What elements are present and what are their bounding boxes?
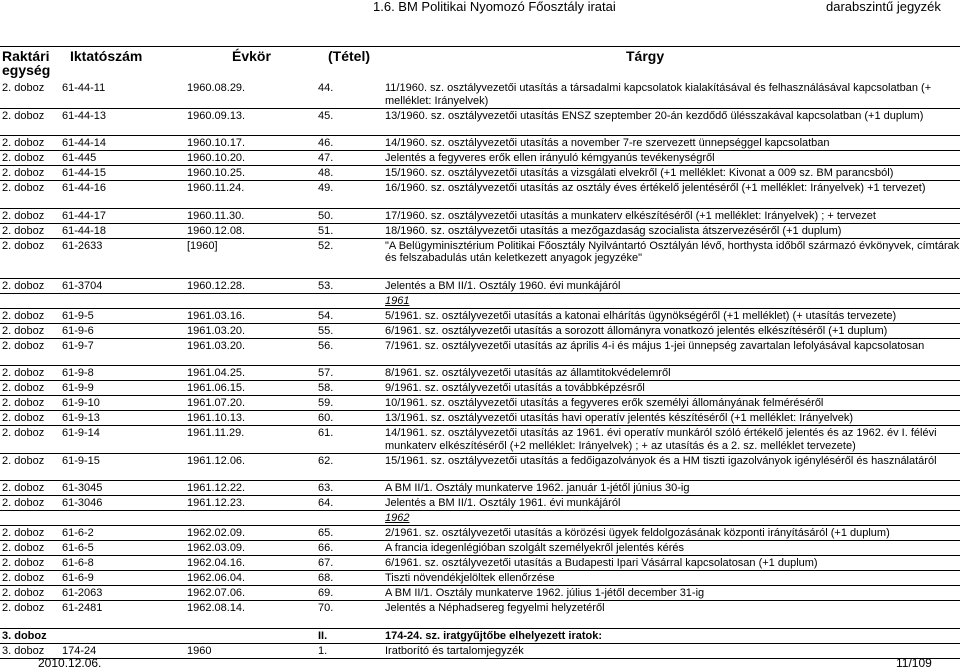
year-cell: 1962.08.14. <box>187 602 246 614</box>
item-cell: 48. <box>318 167 334 179</box>
item-cell: 60. <box>318 412 334 424</box>
subject-cell: 13/1960. sz. osztályvezetői utasítás ENSZ szeptember 20-án kezdődő ülésszakával kapcsolatban (+1 duplum) <box>385 109 924 122</box>
unit-cell: 2. doboz <box>2 82 45 94</box>
column-header-item: (Tétel) <box>328 48 370 64</box>
year-cell: 1962.03.09. <box>187 542 246 554</box>
column-header-reg: Iktatószám <box>70 48 143 64</box>
subject-cell: 1962 <box>385 512 410 524</box>
item-cell: 63. <box>318 482 334 494</box>
subject-cell: Iratborító és tartalomjegyzék <box>385 644 524 657</box>
item-cell: 55. <box>318 324 334 337</box>
year-cell: 1960.10.20. <box>187 152 246 164</box>
table-row <box>0 294 960 309</box>
item-cell: 67. <box>318 557 334 569</box>
footer-page-number: 11/109 <box>896 656 932 670</box>
table-row <box>0 81 960 109</box>
item-cell: 68. <box>318 572 334 584</box>
reg-cell: 61-44-11 <box>62 82 106 94</box>
year-cell: 1960 <box>187 644 212 657</box>
reg-cell: 61-6-9 <box>62 572 94 584</box>
unit-cell: 2. doboz <box>2 454 45 467</box>
reg-cell: 61-3704 <box>62 279 103 292</box>
year-cell: 1961.12.23. <box>187 497 246 509</box>
year-cell: 1961.06.15. <box>187 382 246 394</box>
item-cell: 44. <box>318 82 334 94</box>
table-row <box>0 571 960 586</box>
unit-cell: 2. doboz <box>2 367 45 379</box>
reg-cell: 61-9-8 <box>62 367 94 379</box>
unit-cell: 2. doboz <box>2 137 45 149</box>
reg-cell: 61-6-5 <box>62 542 94 554</box>
year-cell: 1960.10.17. <box>187 137 246 149</box>
item-cell: 61. <box>318 427 334 439</box>
reg-cell: 61-2633 <box>62 239 103 252</box>
table-row <box>0 181 960 209</box>
item-cell: 66. <box>318 542 334 554</box>
unit-cell: 2. doboz <box>2 572 45 584</box>
item-cell: 64. <box>318 497 334 509</box>
subject-cell: 8/1961. sz. osztályvezetői utasítás az államtitokvédelemről <box>385 367 671 379</box>
table-row <box>0 366 960 381</box>
table-row <box>0 629 960 644</box>
subject-cell: 14/1961. sz. osztályvezetői utasítás az 1961. évi operatív munkáról szóló értékelő jelentés és az 1962. év I. félévi munkaterv elkészítéséről (+2 melléklet: Irányelvek) ; + az utasítás és a 2. sz. melléklet tervezete) <box>385 427 937 452</box>
document-title: 1.6. BM Politikai Nyomozó Főosztály iratai <box>373 0 616 14</box>
unit-cell: 2. doboz <box>2 152 45 164</box>
unit-cell: 2. doboz <box>2 602 45 614</box>
unit-cell: 2. doboz <box>2 397 45 409</box>
unit-cell: 2. doboz <box>2 382 45 394</box>
reg-cell: 61-9-13 <box>62 412 100 424</box>
item-cell: 1. <box>318 644 328 657</box>
unit-cell: 2. doboz <box>2 587 45 599</box>
reg-cell: 61-9-7 <box>62 339 94 352</box>
table-row <box>0 309 960 324</box>
table-row <box>0 511 960 526</box>
subject-cell: 13/1961. sz. osztályvezetői utasítás havi operatív jelentés készítéséről (+1 melléklet: Irányelvek) <box>385 412 854 424</box>
year-cell: 1961.12.06. <box>187 454 246 467</box>
unit-cell: 2. doboz <box>2 427 45 439</box>
year-cell: 1961.07.20. <box>187 397 246 409</box>
table-row <box>0 324 960 339</box>
year-cell: 1962.07.06. <box>187 587 246 599</box>
unit-cell: 3. doboz <box>2 629 47 642</box>
subject-cell: Jelentés a BM II/1. Osztály 1960. évi munkájáról <box>385 279 621 292</box>
unit-cell: 2. doboz <box>2 309 45 322</box>
item-cell: 65. <box>318 527 334 539</box>
unit-cell: 2. doboz <box>2 482 45 494</box>
item-cell: 58. <box>318 382 334 394</box>
records-table <box>0 81 960 659</box>
item-cell: 57. <box>318 367 334 379</box>
subject-cell: 17/1960. sz. osztályvezetői utasítás a munkaterv elkészítéséről (+1 melléklet: Irányelvek) ; + tervezet <box>385 209 876 222</box>
unit-cell: 2. doboz <box>2 527 45 539</box>
subject-cell: 15/1961. sz. osztályvezetői utasítás a fedőigazolványok és a HM tiszti igazolványok igényléséről és használatáról <box>385 454 937 467</box>
reg-cell: 61-2481 <box>62 602 103 614</box>
table-row <box>0 496 960 511</box>
reg-cell: 61-44-15 <box>62 167 107 179</box>
table-row <box>0 541 960 556</box>
reg-cell: 61-44-13 <box>62 109 107 122</box>
item-cell: 70. <box>318 602 334 614</box>
year-cell: 1960.12.08. <box>187 224 246 237</box>
unit-cell: 2. doboz <box>2 109 45 122</box>
reg-cell: 61-9-10 <box>62 397 100 409</box>
reg-cell: 61-9-5 <box>62 309 94 322</box>
year-cell: 1961.10.13. <box>187 412 246 424</box>
item-cell: 47. <box>318 152 334 164</box>
table-row <box>0 381 960 396</box>
unit-cell: 2. doboz <box>2 339 45 352</box>
subject-cell: Jelentés a Néphadsereg fegyelmi helyzetéről <box>385 602 605 614</box>
unit-cell: 2. doboz <box>2 224 45 237</box>
year-cell: 1961.03.20. <box>187 339 246 352</box>
year-cell: 1962.06.04. <box>187 572 246 584</box>
subject-cell: 5/1961. sz. osztályvezetői utasítás a katonai elhárítás ügynökségéről (+1 melléklet) (+ utasítás tervezete) <box>385 309 897 322</box>
subject-cell: 18/1960. sz. osztályvezetői utasítás a mezőgazdaság szocialista átszervezéséről (+1 duplum) <box>385 224 842 237</box>
item-cell: 52. <box>318 239 334 252</box>
table-row <box>0 556 960 571</box>
column-header-subject: Tárgy <box>626 48 665 64</box>
year-cell: 1960.11.24. <box>187 182 245 194</box>
reg-cell: 61-3046 <box>62 497 103 509</box>
year-cell: 1962.02.09. <box>187 527 246 539</box>
column-header-row <box>0 46 960 81</box>
table-row <box>0 586 960 601</box>
unit-cell: 2. doboz <box>2 557 45 569</box>
reg-cell: 61-6-2 <box>62 527 94 539</box>
table-row <box>0 136 960 151</box>
subject-cell: A BM II/1. Osztály munkaterve 1962. július 1-jétől december 31-ig <box>385 587 705 599</box>
unit-cell: 2. doboz <box>2 412 45 424</box>
table-row <box>0 644 960 659</box>
item-cell: 45. <box>318 109 334 122</box>
unit-cell: 3. doboz <box>2 644 45 657</box>
year-cell: 1961.03.20. <box>187 324 246 337</box>
subject-cell: 16/1960. sz. osztályvezetői utasítás az osztály éves értékelő jelentéséről (+1 melléklet: Irányelvek) +1 tervezet) <box>385 182 926 194</box>
item-cell: II. <box>318 629 328 642</box>
table-row <box>0 481 960 496</box>
subject-cell: 6/1961. sz. osztályvezetői utasítás a Budapesti Ipari Vásárral kapcsolatosan (+1 duplum) <box>385 557 818 569</box>
reg-cell: 61-9-9 <box>62 382 94 394</box>
subject-cell: Jelentés a BM II/1. Osztály 1961. évi munkájáról <box>385 497 621 509</box>
footer-date: 2010.12.06. <box>38 656 102 670</box>
reg-cell: 174-24 <box>62 644 97 657</box>
unit-cell: 2. doboz <box>2 279 45 292</box>
item-cell: 51. <box>318 224 334 237</box>
subject-cell: Tiszti növendékjelöltek ellenőrzése <box>385 572 555 584</box>
year-cell: 1961.03.16. <box>187 309 246 322</box>
subject-cell: 9/1961. sz. osztályvezetői utasítás a továbbképzésről <box>385 382 645 394</box>
subject-cell: 14/1960. sz. osztályvezetői utasítás a november 7-re szervezett ünnepséggel kapcsolatban <box>385 137 830 149</box>
year-cell: 1961.04.25. <box>187 367 246 379</box>
table-row <box>0 279 960 294</box>
subject-cell: 6/1961. sz. osztályvezetői utasítás a sorozott állományra vonatkozó jelentés elkészítéséről (+1 duplum) <box>385 324 888 337</box>
year-cell: 1961.12.22. <box>187 482 246 494</box>
subject-cell: 174-24. sz. iratgyűjtőbe elhelyezett iratok: <box>385 629 603 642</box>
reg-cell: 61-9-14 <box>62 427 100 439</box>
column-header-unit: Raktári egység <box>2 48 51 78</box>
reg-cell: 61-9-6 <box>62 324 94 337</box>
item-cell: 50. <box>318 209 334 222</box>
table-row <box>0 601 960 629</box>
table-row <box>0 239 960 279</box>
reg-cell: 61-9-15 <box>62 454 100 467</box>
table-row <box>0 339 960 367</box>
table-row <box>0 151 960 166</box>
column-header-year: Évkör <box>232 48 271 64</box>
table-row <box>0 209 960 224</box>
reg-cell: 61-44-17 <box>62 209 107 222</box>
reg-cell: 61-2063 <box>62 587 103 599</box>
unit-cell: 2. doboz <box>2 324 45 337</box>
year-cell: 1961.11.29. <box>187 427 245 439</box>
reg-cell: 61-44-14 <box>62 137 107 149</box>
subject-cell: 10/1961. sz. osztályvezetői utasítás a fegyveres erők személyi állományának felméréséről <box>385 397 824 409</box>
year-cell: 1962.04.16. <box>187 557 246 569</box>
reg-cell: 61-44-18 <box>62 224 107 237</box>
reg-cell: 61-6-8 <box>62 557 94 569</box>
item-cell: 69. <box>318 587 334 599</box>
item-cell: 49. <box>318 182 334 194</box>
unit-cell: 2. doboz <box>2 497 45 509</box>
table-row <box>0 224 960 239</box>
subject-cell: "A Belügyminisztérium Politikai Főosztály Nyilvántartó Osztályán lévő, horthysta időből származó évkönyvek, címtárak és felszabadulás után keletkezett anyagok jegyzéke" <box>385 239 960 264</box>
item-cell: 56. <box>318 339 334 352</box>
item-cell: 53. <box>318 279 334 292</box>
subject-cell: A BM II/1. Osztály munkaterve 1962. január 1-jétől június 30-ig <box>385 482 690 494</box>
year-cell: 1960.08.29. <box>187 82 246 94</box>
item-cell: 62. <box>318 454 334 467</box>
table-row <box>0 426 960 454</box>
reg-cell: 61-44-16 <box>62 182 107 194</box>
subject-cell: Jelentés a fegyveres erők ellen irányuló kémgyanús tevékenységről <box>385 152 715 164</box>
table-row <box>0 411 960 426</box>
unit-cell: 2. doboz <box>2 209 45 222</box>
document-subtitle: darabszintű jegyzék <box>826 0 941 14</box>
subject-cell: A francia idegenlégióban szolgált személyekről jelentés kérés <box>385 542 685 554</box>
year-cell: 1960.09.13. <box>187 109 246 122</box>
table-row <box>0 454 960 482</box>
year-cell: [1960] <box>187 239 218 252</box>
unit-cell: 2. doboz <box>2 239 45 252</box>
subject-cell: 15/1960. sz. osztályvezetői utasítás a vizsgálati elvekről (+1 melléklet: Kivonat a 009 sz. BM parancsból) <box>385 167 894 179</box>
item-cell: 54. <box>318 309 334 322</box>
unit-cell: 2. doboz <box>2 167 45 179</box>
subject-cell: 2/1961. sz. osztályvezetői utasítás a körözési ügyek feldolgozásának központi irányításáról (+1 duplum) <box>385 527 890 539</box>
subject-cell: 11/1960. sz. osztályvezetői utasítás a társadalmi kapcsolatok kialakításával és felhasználásával kapcsolatban (+ melléklet: Irányelvek) <box>385 82 932 107</box>
item-cell: 46. <box>318 137 334 149</box>
unit-cell: 2. doboz <box>2 542 45 554</box>
subject-cell: 7/1961. sz. osztályvezetői utasítás az április 4-i és május 1-jei ünnepség zavartalan lefolyásával kapcsolatosan <box>385 339 925 352</box>
table-row <box>0 109 960 137</box>
year-cell: 1960.10.25. <box>187 167 246 179</box>
table-row <box>0 396 960 411</box>
year-cell: 1960.11.30. <box>187 209 245 222</box>
reg-cell: 61-3045 <box>62 482 103 494</box>
year-cell: 1960.12.28. <box>187 279 246 292</box>
item-cell: 59. <box>318 397 334 409</box>
subject-cell: 1961 <box>385 294 410 307</box>
reg-cell: 61-445 <box>62 152 97 164</box>
unit-cell: 2. doboz <box>2 182 45 194</box>
table-row <box>0 166 960 181</box>
table-row <box>0 526 960 541</box>
